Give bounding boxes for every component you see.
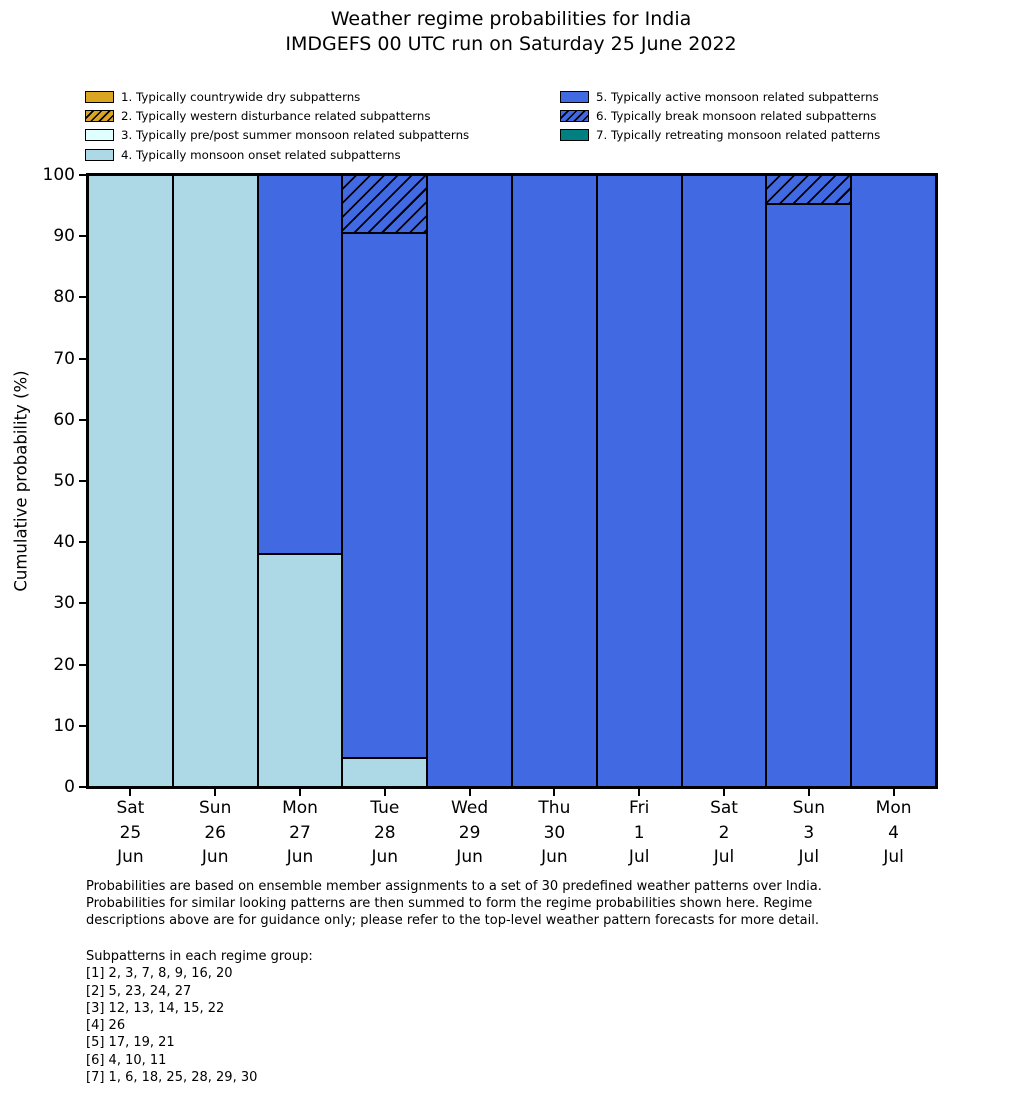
x-tick-label-line: 2 (718, 822, 730, 843)
y-tick-label: 20 (53, 654, 75, 675)
subpatterns-line: [7] 1, 6, 18, 25, 28, 29, 30 (86, 1070, 258, 1086)
plot-area (42, 165, 938, 867)
footnote-line: descriptions above are for guidance only; please refer to the top-level weather pattern forecasts for more detail. (86, 913, 819, 928)
legend-item (85, 145, 469, 164)
y-tick-label: 90 (53, 226, 75, 247)
bar-column (682, 175, 767, 787)
x-tick-label-line: Jun (456, 847, 483, 867)
y-tick-label: 40 (53, 532, 75, 553)
bar-column (88, 175, 173, 787)
x-tick-label-line: Jun (541, 847, 568, 867)
y-tick-mark (79, 725, 86, 727)
bar-column (427, 175, 512, 787)
y-tick-label: 80 (53, 287, 75, 308)
bar-column (173, 175, 258, 787)
x-tick-label-line: 4 (888, 822, 899, 843)
legend-item-label: 2. Typically western disturbance related subpatterns (121, 109, 431, 124)
x-tick-label (538, 796, 570, 870)
x-tick-label-line: Mon (282, 798, 318, 818)
x-tick-label-line: 28 (373, 822, 396, 843)
legend-column-right (560, 87, 880, 145)
legend-item (560, 87, 880, 106)
legend-item (85, 87, 469, 106)
x-tick-label-line: 29 (458, 822, 481, 843)
legend-swatch (560, 129, 589, 141)
bar-segment (342, 175, 427, 233)
x-tick-label-line: Jun (371, 847, 399, 867)
bar-segment (258, 175, 343, 554)
x-tick-label-line: Wed (451, 798, 489, 818)
y-tick-mark (79, 419, 86, 421)
bars-layer (88, 175, 936, 787)
x-tick-label-line: 25 (119, 822, 142, 843)
y-axis-label: Cumulative probability (%) (11, 370, 31, 592)
x-tick-mark (384, 789, 386, 796)
x-tick-label (199, 796, 231, 870)
footnote-line: Probabilities are based on ensemble member assignments to a set of 30 predefined weather patterns over India. (86, 879, 822, 894)
legend-swatch (85, 110, 114, 122)
x-tick-label-line: 26 (204, 822, 226, 843)
x-tick-mark (553, 789, 555, 796)
x-tick-label-line: Sun (199, 798, 232, 818)
subpatterns-line: [6] 4, 10, 11 (86, 1052, 167, 1068)
x-tick-mark (893, 789, 895, 796)
subpatterns-line: [3] 12, 13, 14, 15, 22 (86, 1000, 225, 1016)
legend-item-label: 7. Typically retreating monsoon related patterns (596, 128, 881, 143)
bar-segment (766, 204, 851, 787)
bar-segment (427, 175, 512, 787)
legend-item-label: 4. Typically monsoon onset related subpatterns (121, 147, 401, 162)
y-tick-label: 30 (53, 593, 75, 614)
subpatterns-line: [4] 26 (86, 1018, 126, 1034)
x-tick-label (710, 796, 738, 870)
x-tick-label-line: Sat (710, 798, 738, 818)
x-tick-mark (214, 789, 216, 796)
x-tick-mark (299, 789, 301, 796)
x-tick-label (876, 796, 912, 870)
legend-item-label: 1. Typically countrywide dry subpatterns (121, 89, 361, 104)
x-tick-mark (723, 789, 725, 796)
bar-segment (173, 175, 258, 787)
y-tick-mark (79, 480, 86, 482)
legend-item (560, 126, 880, 145)
x-tick-label-line: Jun (286, 847, 314, 867)
y-tick-label: 100 (42, 165, 75, 185)
x-tick-label-line: Jul (798, 847, 820, 867)
x-tick-label (116, 796, 144, 870)
subpatterns-heading: Subpatterns in each regime group: (86, 949, 313, 964)
legend-swatch (85, 91, 114, 103)
y-tick-label: 0 (64, 777, 75, 797)
footnote (86, 878, 822, 929)
legend-item-label: 3. Typically pre/post summer monsoon related subpatterns (121, 128, 470, 143)
x-tick-label (629, 796, 650, 870)
bar-segment (88, 175, 173, 787)
legend-item (560, 106, 880, 125)
x-tick-label (451, 796, 488, 870)
x-tick-label-line: Sat (116, 798, 145, 818)
chart-subtitle: IMDGEFS 00 UTC run on Saturday 25 June 2022 (285, 33, 737, 55)
y-tick-mark (79, 296, 86, 298)
x-tick-label (793, 796, 825, 870)
y-tick-label: 60 (53, 409, 75, 430)
x-tick-mark (808, 789, 810, 796)
y-tick-label: 50 (53, 471, 75, 491)
legend-swatch (560, 91, 589, 103)
legend-item-label: 6. Typically break monsoon related subpatterns (596, 109, 877, 124)
y-tick-mark (79, 235, 86, 237)
x-tick-label-line: 1 (633, 822, 645, 843)
bar-column (342, 175, 427, 787)
legend-swatch (85, 129, 114, 141)
chart-title: Weather regime probabilities for India (330, 8, 692, 30)
bar-segment (597, 175, 682, 787)
subpatterns-note (86, 948, 313, 1086)
bar-segment (682, 175, 767, 787)
x-tick-label-line: 30 (543, 822, 566, 843)
x-tick-label (370, 796, 399, 870)
x-tick-label-line: Jun (117, 847, 144, 867)
bar-segment (851, 175, 936, 787)
bar-column (597, 175, 682, 787)
x-tick-label-line: Jul (883, 847, 904, 867)
y-tick-label: 10 (53, 715, 75, 736)
bar-segment (766, 175, 851, 204)
x-tick-mark (129, 789, 131, 796)
y-tick-mark (79, 786, 86, 788)
bar-column (512, 175, 597, 787)
x-tick-label (282, 796, 318, 870)
subpatterns-line: [1] 2, 3, 7, 8, 9, 16, 20 (86, 966, 233, 982)
y-tick-mark (79, 664, 86, 666)
x-tick-label-line: Mon (875, 798, 912, 818)
bar-segment (342, 233, 427, 757)
x-tick-label-line: Jul (713, 847, 735, 867)
bar-column (766, 175, 851, 787)
legend-item (85, 126, 469, 145)
x-tick-mark (469, 789, 471, 796)
footnote-line: Probabilities for similar looking patterns are then summed to form the regime probabilities shown here. Regime (86, 896, 813, 911)
y-tick-mark (79, 174, 86, 176)
bar-segment (512, 175, 597, 787)
x-tick-label-line: Jul (628, 847, 650, 867)
subpatterns-line: [2] 5, 23, 24, 27 (86, 983, 192, 999)
legend-column-left (85, 87, 469, 165)
y-tick-mark (79, 541, 86, 543)
legend-item-label: 5. Typically active monsoon related subpatterns (596, 89, 879, 104)
bar-column (851, 175, 936, 787)
y-tick-mark (79, 602, 86, 604)
legend-swatch (85, 149, 114, 161)
x-tick-label-line: Thu (538, 798, 571, 818)
x-tick-mark (638, 789, 640, 796)
legend-swatch (560, 110, 589, 122)
y-tick-mark (79, 358, 86, 360)
x-tick-label-line: Jun (201, 847, 229, 867)
bar-segment (342, 758, 427, 787)
x-tick-label-line: 27 (289, 822, 311, 843)
x-tick-label-line: Sun (792, 798, 825, 818)
bar-segment (258, 554, 343, 787)
y-tick-label: 70 (53, 348, 75, 369)
bar-column (258, 175, 343, 787)
x-tick-label-line: Fri (629, 798, 650, 818)
x-tick-label-line: Tue (370, 798, 400, 818)
x-tick-label-line: 3 (803, 822, 815, 843)
title-block (0, 7, 1022, 57)
legend-item (85, 106, 469, 125)
subpatterns-line: [5] 17, 19, 21 (86, 1035, 175, 1051)
